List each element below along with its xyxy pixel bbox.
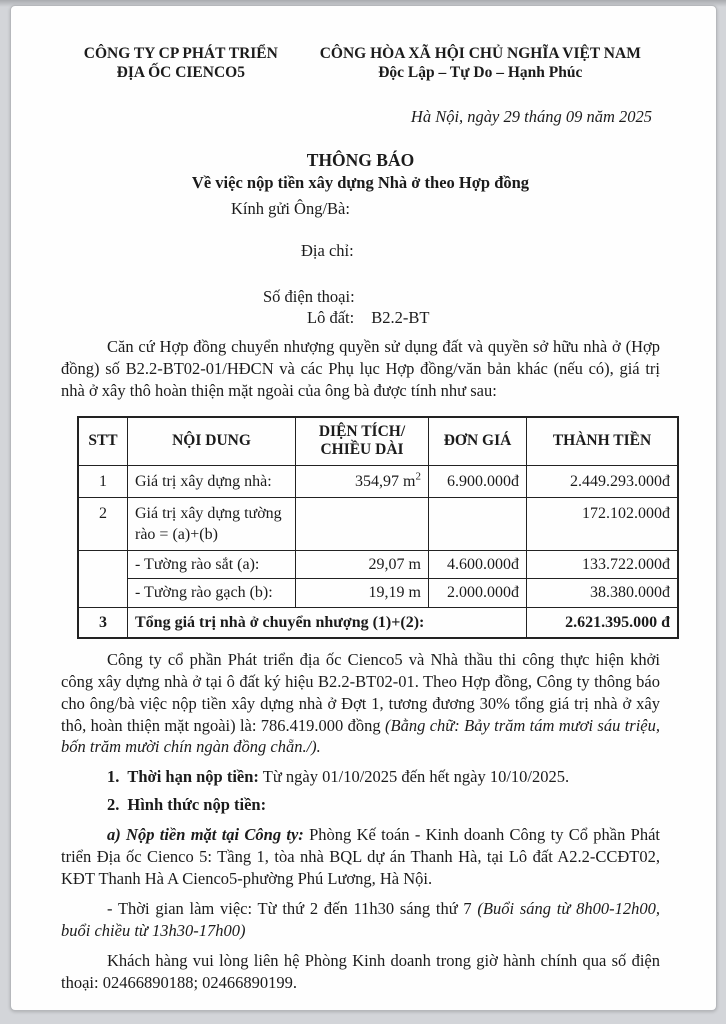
cell-unit-price: 2.000.000đ — [429, 579, 527, 607]
notice-text: Công ty cổ phần Phát triển địa ốc Cienco5 và Nhà thầu thi công thực hiện khởi công xây dựng nhà ở tại ô đất ký hiệu B2.2-BT02-01. Theo Hợp đồng, Công ty thông báo cho ông/bà việc nộp tiền xây dựng nhà ở Đợt 1, tương đương 30% tổng giá trị nhà ở xây thô, hoàn thiện mặt ngoài) là: 786.419.000 đồng — [61, 649, 660, 735]
cost-table — [77, 416, 679, 639]
lot-label: Lô đất: — [307, 308, 355, 328]
salutation: Kính gửi Ông/Bà: — [231, 198, 350, 218]
item2-number: 2. — [107, 795, 120, 815]
item1-label: Thời hạn nộp tiền: — [127, 767, 259, 787]
cell-unit-price: 4.600.000đ — [429, 551, 527, 579]
contact-paragraph: Khách hàng vui lòng liên hệ Phòng Kinh doanh trong giờ hành chính qua số điện thoại: 02466890188; 02466890199. — [61, 950, 660, 992]
cell-amount: 38.380.000đ — [527, 579, 679, 607]
working-hours-detail: (Buổi sáng từ 8h00-12h00, buổi chiều từ 13h30-17h00) — [61, 899, 660, 940]
national-motto-block — [301, 44, 660, 83]
cell-content: Giá trị xây dựng nhà: — [128, 466, 296, 498]
document-page — [10, 5, 717, 1011]
payment-method-item — [61, 794, 660, 816]
column-header-amount: THÀNH TIỀN — [527, 417, 679, 466]
cell-area: 354,97 $m^2$ — [296, 466, 429, 498]
cell-stt: 1 — [78, 466, 128, 498]
company-name-line2: ĐỊA ỐC CIENCO5 — [116, 64, 245, 82]
column-header-area: DIỆN TÍCH/ CHIỀU DÀI — [296, 417, 429, 466]
letterhead — [61, 44, 660, 83]
company-name-block — [61, 44, 301, 83]
table-row-total — [78, 607, 678, 638]
table-row-house-value — [78, 466, 678, 498]
item-a-text: Phòng Kế toán - Kinh doanh Công ty Cổ phần Phát triển Địa ốc Cienco 5: Tầng 1, tòa nhà BQL dự án Thanh Hà, tại Lô đất A2.2-CCĐT02, KĐT Thanh Hà A Cienco5-phường Phú Lương, Hà Nội. — [61, 825, 661, 889]
cell-total-label: Tổng giá trị nhà ở chuyển nhượng (1)+(2): — [128, 607, 527, 638]
document-subtitle: Về việc nộp tiền xây dựng Nhà ở theo Hợp đồng — [191, 172, 530, 192]
lot-line — [307, 308, 660, 328]
cell-content: - Tường rào gạch (b): — [128, 579, 296, 607]
item1-text: Từ ngày 01/10/2025 đến hết ngày 10/10/2025. — [258, 767, 570, 787]
notice-paragraph — [61, 649, 660, 759]
column-header-unit-price: ĐƠN GIÁ — [429, 417, 527, 466]
payment-deadline-item — [61, 766, 660, 788]
cell-content: Giá trị xây dựng tường rào = (a)+(b) — [128, 498, 296, 551]
date-line: Hà Nội, ngày 29 tháng 09 năm 2025 — [410, 106, 652, 126]
lot-value: B2.2-BT — [371, 308, 430, 328]
intro-paragraph: Căn cứ Hợp đồng chuyển nhượng quyền sử dụng đất và quyền sở hữu nhà ở (Hợp đồng) số B2.2-BT02-01/HĐCN và các Phụ lục Hợp đồng/văn bản khác (nếu có), giá trị nhà ở xây thô hoàn thiện mặt ngoài của ông bà được tính như sau: — [61, 337, 660, 400]
item-a-label: a) Nộp tiền mặt tại Công ty: — [107, 825, 304, 845]
cell-amount: 133.722.000đ — [527, 551, 679, 579]
table-header-row — [78, 417, 678, 466]
column-header-stt: STT — [78, 417, 128, 466]
cell-amount: 172.102.000đ — [527, 498, 679, 551]
cell-amount: 2.449.293.000đ — [527, 466, 679, 498]
table-row-brick-fence — [78, 579, 678, 607]
cell-area: 19,19 m — [296, 579, 429, 607]
cell-total-amount: 2.621.395.000 đ — [527, 607, 679, 638]
cell-unit-price: 6.900.000đ — [429, 466, 527, 498]
phone-label: Số điện thoại: — [263, 287, 355, 307]
item2-label: Hình thức nộp tiền: — [127, 795, 267, 815]
working-hours-paragraph — [61, 898, 660, 942]
column-header-content: NỘI DUNG — [128, 417, 296, 466]
cell-area: 29,07 m — [296, 551, 429, 579]
address-label: Địa chỉ: — [301, 241, 354, 261]
national-motto: Độc Lập – Tự Do – Hạnh Phúc — [378, 64, 583, 82]
cell-stt: 2 — [78, 498, 128, 551]
cell-stt-merged — [78, 551, 128, 607]
cell-stt: 3 — [78, 607, 128, 638]
table-row-fence-value — [78, 498, 678, 551]
cell-unit-price — [429, 498, 527, 551]
cash-payment-paragraph — [61, 824, 660, 890]
table-row-iron-fence — [78, 551, 678, 579]
item1-number: 1. — [107, 767, 120, 787]
cell-area — [296, 498, 429, 551]
document-title: THÔNG BÁO — [306, 149, 415, 170]
amount-in-words: (Bằng chữ: Bảy trăm tám mươi sáu triệu, bốn trăm mười chín ngàn đồng chẵn./). — [61, 715, 660, 757]
working-hours-text: - Thời gian làm việc: Từ thứ 2 đến 11h30 sáng thứ 7 — [107, 899, 478, 919]
cell-content: - Tường rào sắt (a): — [128, 551, 296, 579]
national-title: CÔNG HÒA XÃ HỘI CHỦ NGHĨA VIỆT NAM — [319, 45, 641, 62]
company-name-line1: CÔNG TY CP PHÁT TRIỂN — [83, 45, 278, 62]
